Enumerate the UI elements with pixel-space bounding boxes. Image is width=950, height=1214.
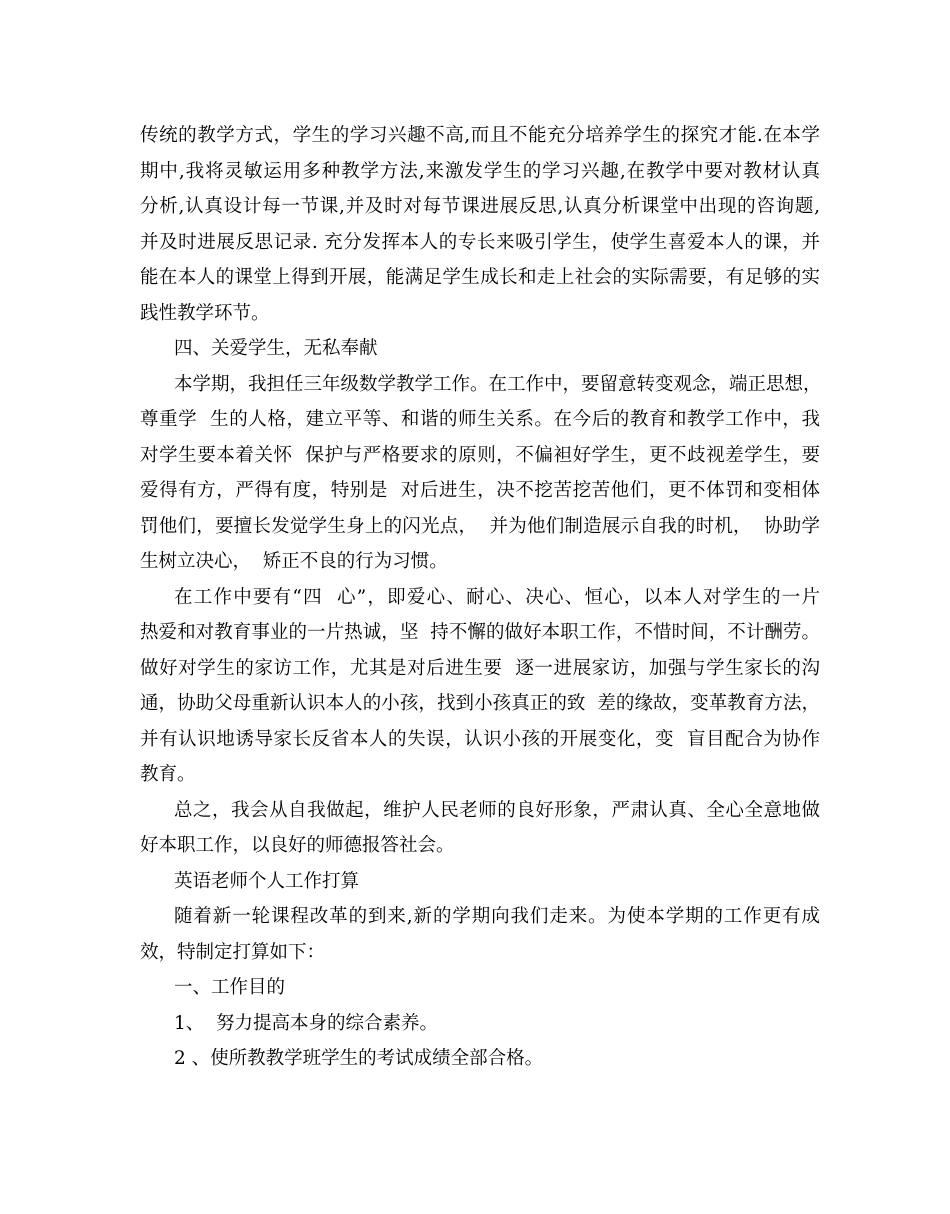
text-line: 2 、使所教教学班学生的考试成绩全部合格。	[174, 1048, 544, 1069]
text-line: 通，协助父母重新认识本人的小孩，找到小孩真正的致 差的缘故，变革教育方法，	[140, 693, 820, 714]
document-body	[140, 118, 820, 1077]
text-line: 分析,认真设计每一节课,并及时对每节课进展反思,认真分析课堂中出现的咨询题,	[140, 196, 820, 217]
text-line: 尊重学 生的人格，建立平等、和谐的师生关系。在今后的教育和教学工作中，我	[140, 409, 820, 430]
text-line: 对学生要本着关怀 保护与严格要求的原则，不偏袒好学生，更不歧视差学生，要	[140, 444, 820, 466]
text-line: 践性教学环节。	[140, 302, 270, 324]
text-line: 在工作中要有“四 心”，即爱心、耐心、决心、恒心，以本人对学生的一片	[174, 586, 820, 608]
text-line: 总之，我会从自我做起，维护人民老师的良好形象，严肃认真、全心全意地做	[174, 799, 820, 821]
text-line: 本学期，我担任三年级数学教学工作。在工作中，要留意转变观念，端正思想，	[174, 373, 822, 395]
text-line: 好本职工作，以良好的师德报答社会。	[140, 835, 455, 856]
text-line: 能在本人的课堂上得到开展，能满足学生成长和走上社会的实际需要，有足够的实	[140, 267, 820, 288]
text-line: 做好对学生的家访工作，尤其是对后进生要 逐一进展家访，加强与学生家长的沟	[140, 657, 820, 679]
text-line: 生树立决心， 矫正不良的行为习惯。	[140, 551, 448, 572]
text-line: 传统的教学方式，学生的学习兴趣不高,而且不能充分培养学生的探究才能.在本学	[140, 125, 820, 146]
text-line: 爱得有方，严得有度，特别是 对后进生，决不挖苦挖苦他们，更不体罚和变相体	[140, 480, 820, 501]
text-line: 一、工作目的	[174, 977, 286, 998]
text-line: 教育。	[140, 764, 196, 785]
text-line: 1、 努力提高本身的综合素养。	[174, 1012, 439, 1034]
text-line: 随着新一轮课程改革的到来,新的学期向我们走来。为使本学期的工作更有成	[174, 906, 820, 927]
text-line: 期中,我将灵敏运用多种教学方法,来激发学生的学习兴趣,在教学中要对教材认真	[140, 160, 820, 182]
text-line: 效，特制定打算如下：	[140, 941, 326, 963]
text-line: 热爱和对教育事业的一片热诚，坚 持不懈的做好本职工作，不惜时间，不计酬劳。	[140, 622, 820, 643]
text-line: 英语老师个人工作打算	[174, 870, 360, 892]
text-line: 并有认识地诱导家长反省本人的失误，认识小孩的开展变化，变 盲目配合为协作	[140, 728, 820, 750]
text-line: 四、关爱学生，无私奉献	[174, 338, 378, 359]
text-line: 并及时进展反思记录. 充分发挥本人的专长来吸引学生，使学生喜爱本人的课，并	[140, 231, 820, 253]
text-line: 罚他们，要擅长发觉学生身上的闪光点， 并为他们制造展示自我的时机， 协助学	[140, 515, 820, 537]
